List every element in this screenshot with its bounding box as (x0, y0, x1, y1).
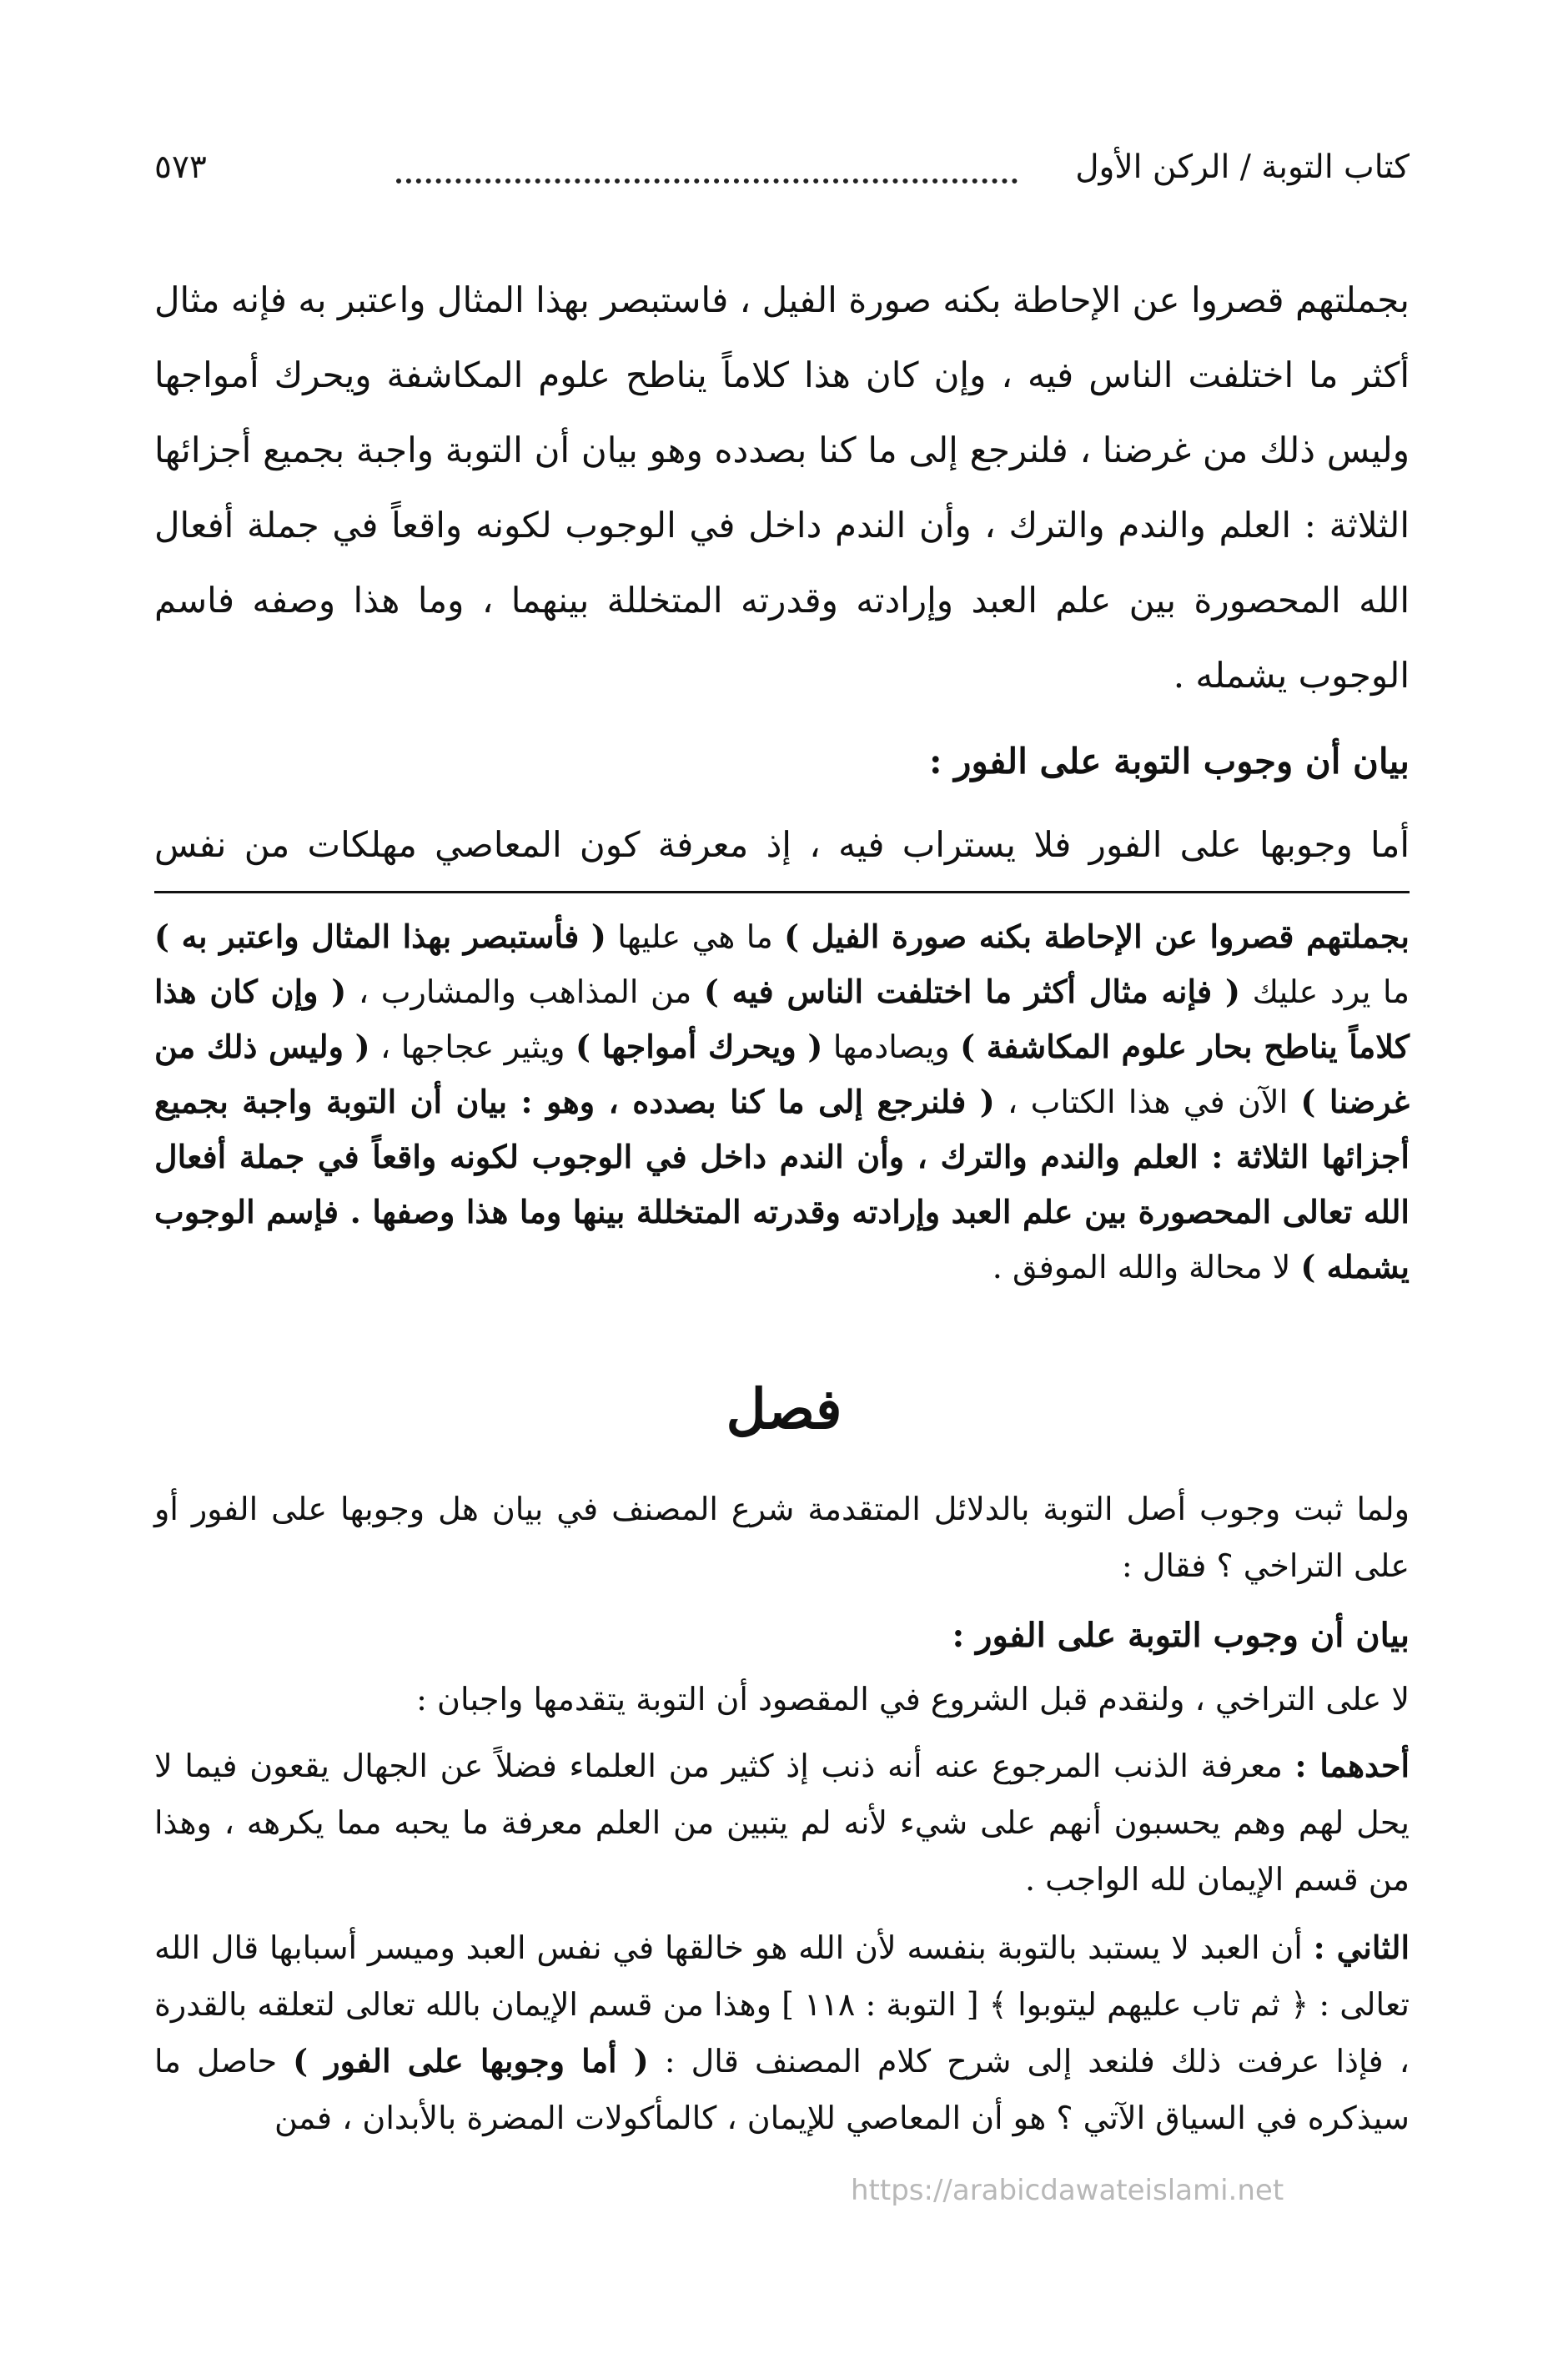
commentary-text: الآن في هذا الكتاب ، (994, 1084, 1301, 1120)
main-last-line: أما وجوبها على الفور فلا يستراب فيه ، إذ معرفة كون المعاصي مهلكات من نفس (154, 824, 1410, 865)
commentary-block (154, 909, 1410, 1295)
page-number: ٥٧٣ (154, 148, 207, 186)
commentary-quote: ( فإنه مثال أكثر ما اختلفت الناس فيه ) (703, 973, 1240, 1010)
commentary-text: ويثير عجاجها ، (369, 1029, 575, 1065)
main-last-line-block (154, 807, 1410, 883)
section-intro: ولما ثبت وجوب أصل التوبة بالدلائل المتقدمة شرع المصنف في بيان هل وجوبها على الفور أو على التراخي ؟ فقال : (154, 1491, 1410, 1584)
commentary-quote: ( فأستبصر بهذا المثال واعتبر به ) (154, 918, 606, 955)
commentary-quote: ( فلنرجع إلى ما كنا بصدده ، وهو : بيان أن التوبة واجبة بجميع أجزائها الثلاثة : العلم والندم والترك ، وأن الندم داخل في الوجوب لكونه واقعاً في جملة أفعال الله تعالى المحصورة بين علم العبد وإرادته وقدرته المتخللة بينها وما هذا وصفها . فإسم الوجوب يشمله ) (154, 1083, 1410, 1285)
commentary-text: لا محالة والله الموفق . (992, 1249, 1301, 1285)
section-heading: بيان أن وجوب التوبة على الفور : (952, 1616, 1410, 1655)
commentary-quote: بجملتهم قصروا عن الإحاطة بكنه صورة الفيل ) (784, 918, 1410, 955)
second-quote: ( أما وجوبها على الفور ) (293, 2042, 649, 2080)
watermark-url: https://arabicdawateislami.net (851, 2174, 1284, 2207)
second-label: الثاني : (1313, 1929, 1410, 1966)
dotted-leader (396, 179, 1018, 184)
commentary-quote: ( ويحرك أمواجها ) (575, 1028, 823, 1065)
page-header (154, 148, 1410, 199)
section-line: لا على التراخي ، ولنقدم قبل الشروع في المقصود أن التوبة يتقدمها واجبان : (416, 1681, 1410, 1718)
commentary-text: من المذاهب والمشارب ، (346, 973, 704, 1010)
commentary-text: ويصادمها (822, 1029, 961, 1065)
commentary-text: ما يرد عليك (1239, 973, 1410, 1010)
second-text-end: حاصل ما سيذكره في السياق الآتي ؟ هو أن المعاصي للإيمان ، كالمأكولات المضرة بالأبدان ، فمن (154, 2043, 1410, 2136)
second-requirement (154, 1919, 1410, 2146)
running-title: كتاب التوبة / الركن الأول (1075, 148, 1410, 186)
main-heading-block (154, 724, 1410, 799)
commentary-text: ما هي عليها (606, 918, 785, 955)
main-paragraph: بجملتهم قصروا عن الإحاطة بكنه صورة الفيل ، فاستبصر بهذا المثال واعتبر به فإنه مثال أكثر ما اختلفت الناس فيه ، وإن كان هذا كلاماً يناطح علوم المكاشفة ويحرك أمواجها وليس ذلك من غرضنا ، فلنرجع إلى ما كنا بصدده وهو بيان أن التوبة واجبة بجميع أجزائها الثلاثة : العلم والندم والترك ، وأن الندم داخل في الوجوب لكونه واقعاً في جملة أفعال الله المحصورة بين علم العبد وإرادته وقدرته المتخللة بينهما ، وما هذا وصفه فاسم الوجوب يشمله . (154, 279, 1410, 696)
first-label: أحدهما : (1294, 1747, 1410, 1784)
main-heading: بيان أن وجوب التوبة على الفور : (929, 741, 1410, 782)
section-body (154, 1481, 1410, 2146)
first-requirement (154, 1738, 1410, 1908)
footnote-divider (154, 891, 1410, 893)
first-text: معرفة الذنب المرجوع عنه أنه ذنب إذ كثير من العلماء فضلاً عن الجهال يقعون فيما لا يحل لهم وهم يحسبون أنهم على شيء لأنه لم يتبين من العلم معرفة ما يحبه مما يكرهه ، وهذا من قسم الإيمان لله الواجب . (154, 1748, 1410, 1898)
commentary-quote: ( وإن كان هذا كلاماً يناطح بحار علوم المكاشفة ) (154, 973, 1410, 1065)
second-text: أن العبد لا يستبد بالتوبة بنفسه لأن الله هو خالقها في نفس العبد وميسر أسبابها قال الله تعالى : ﴿ ثم تاب عليهم ليتوبوا ﴾ [ التوبة : ١١٨ ] وهذا من قسم الإيمان بالله تعالى لتعلقه بالقدرة ، فإذا عرفت ذلك فلنعد إلى شرح كلام المصنف قال : (154, 1929, 1410, 2080)
section-title: فصل (726, 1376, 842, 1441)
commentary-quote: ( وليس ذلك من غرضنا ) (154, 1028, 1410, 1120)
main-text (154, 263, 1410, 713)
